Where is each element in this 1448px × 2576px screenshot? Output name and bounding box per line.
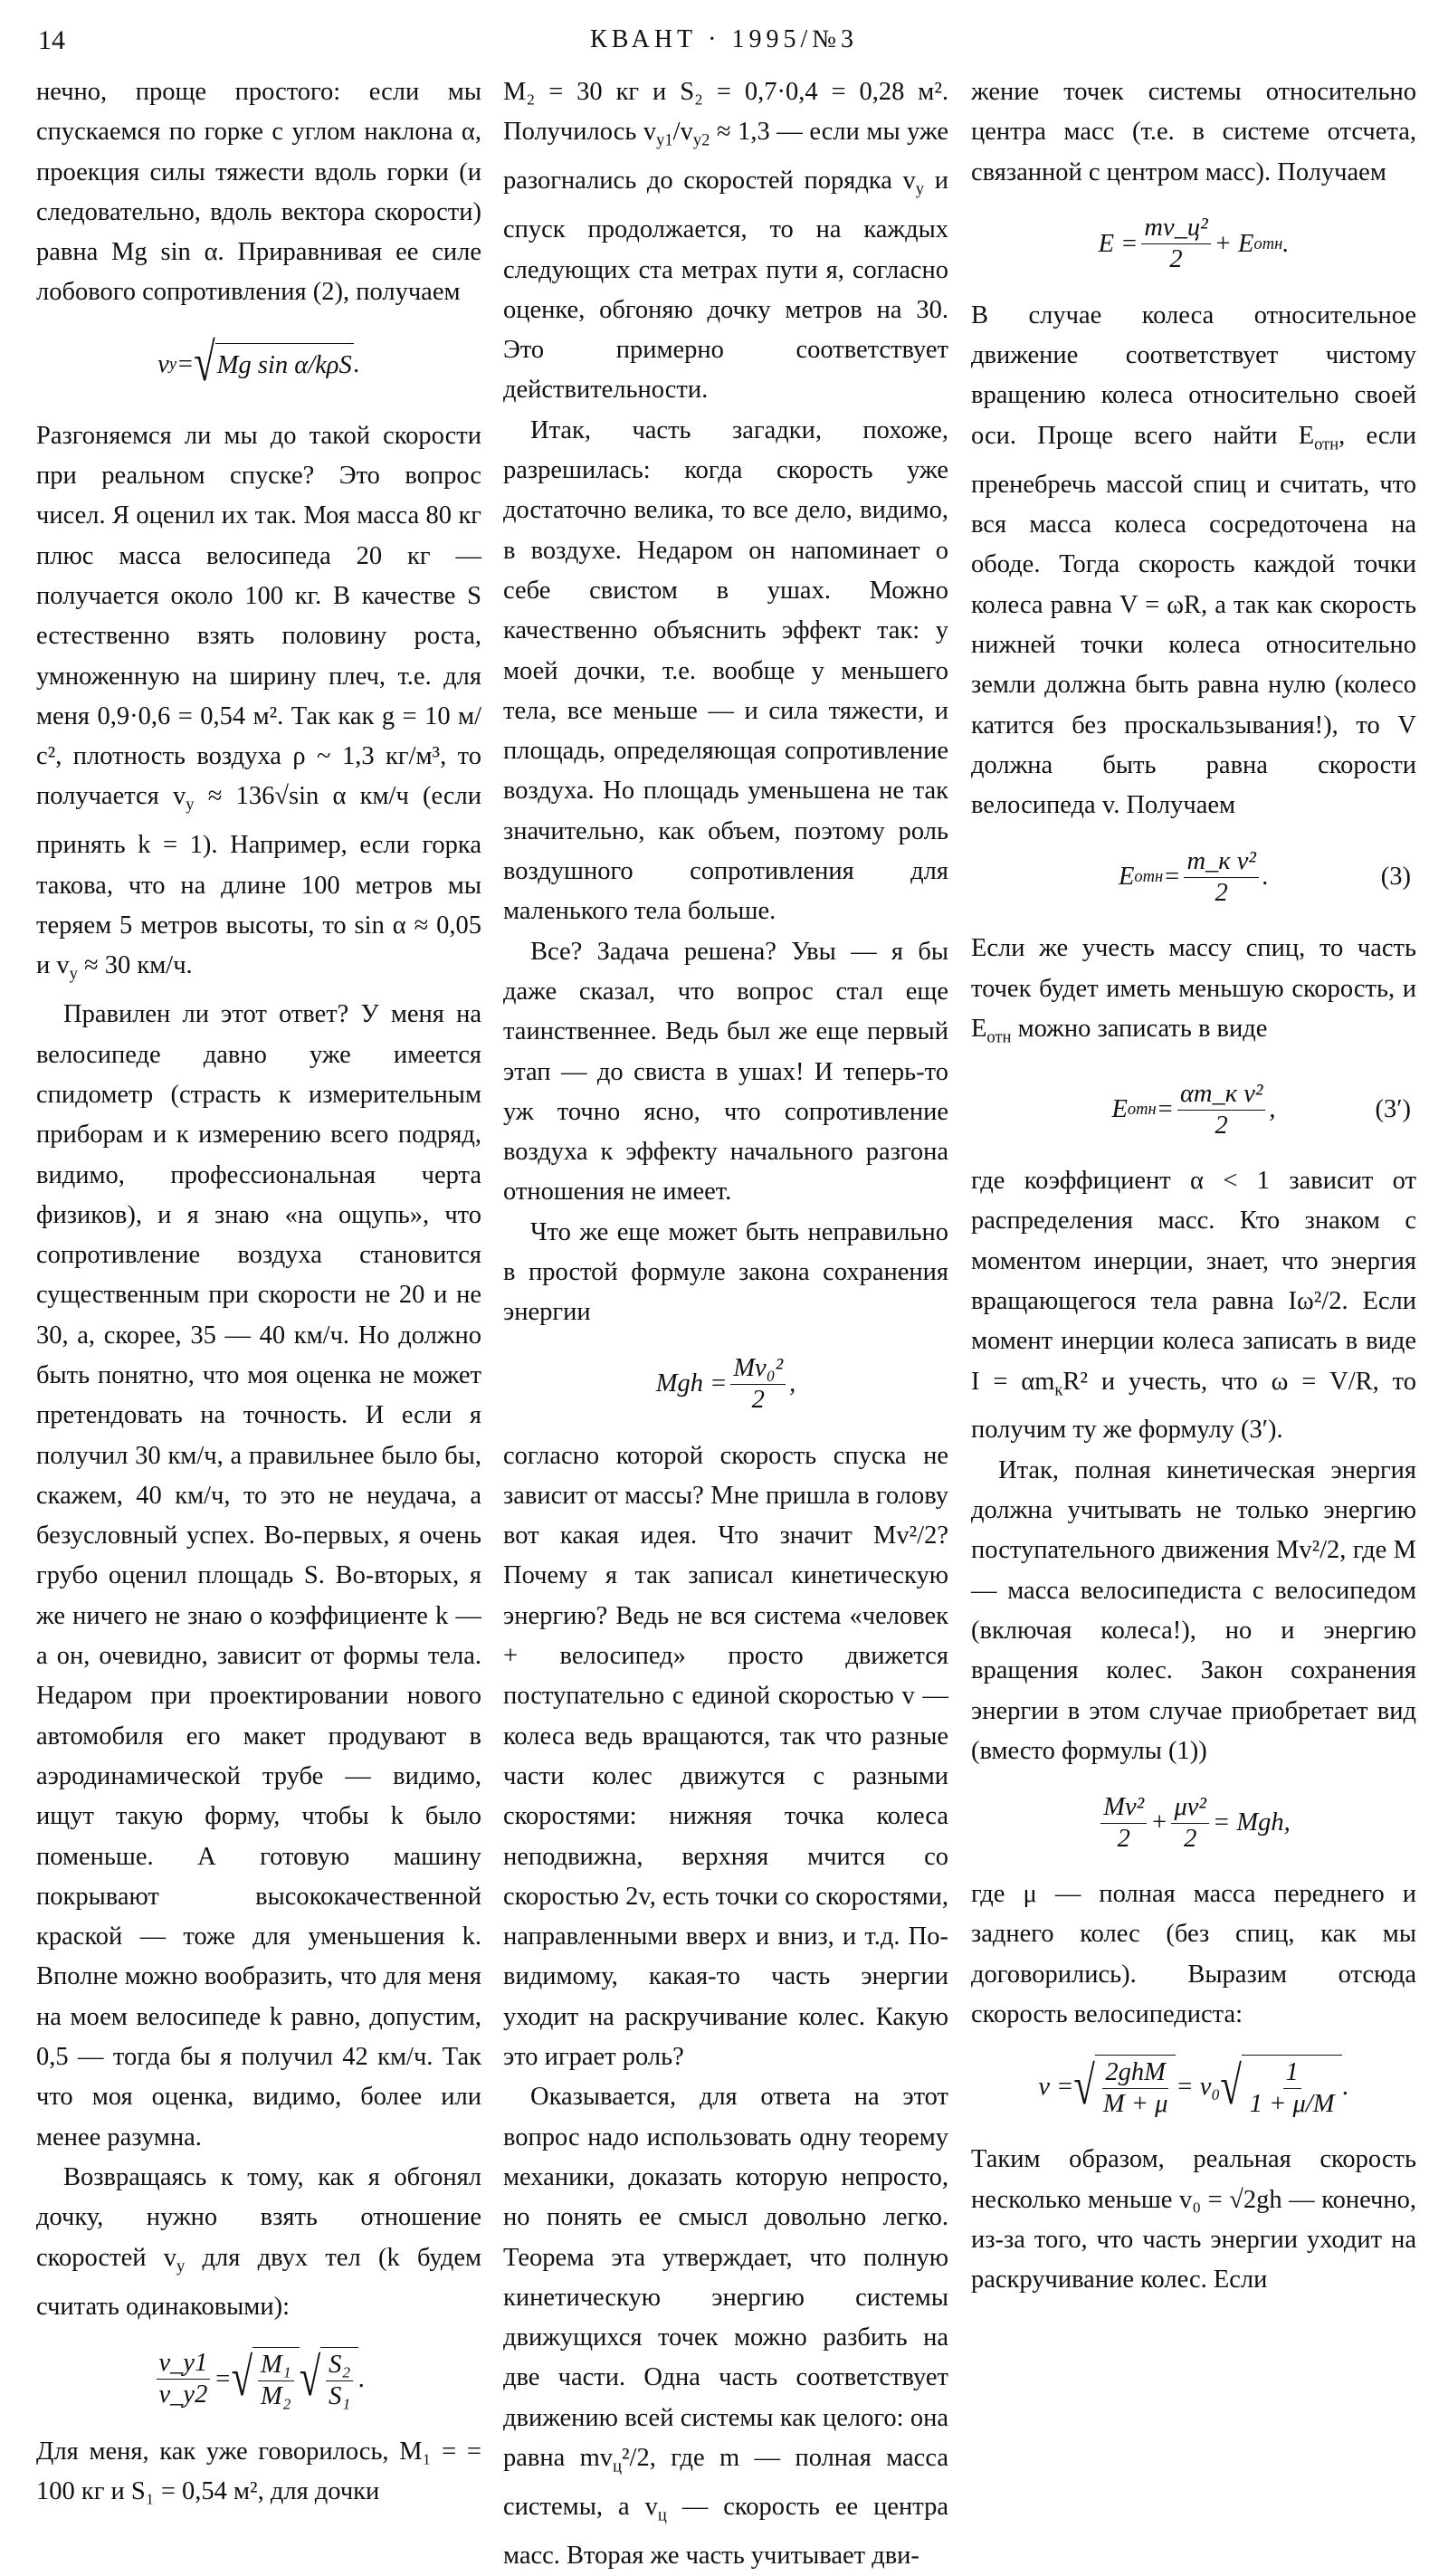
formula-text: . xyxy=(1342,2073,1349,2102)
formula xyxy=(36,333,481,396)
paragraph xyxy=(503,72,948,411)
text-column-2 xyxy=(503,72,948,2576)
subscript: ц xyxy=(613,2457,622,2476)
fraction-denominator: S₁ xyxy=(329,2381,351,2410)
formula-text: = Mgh, xyxy=(1212,1808,1291,1837)
subscript: y xyxy=(69,965,78,985)
paragraph xyxy=(36,72,481,313)
subscript: отн xyxy=(986,1027,1012,1047)
subscript: y2 xyxy=(692,130,710,150)
paragraph-text: ≈ 1,3 — если мы уже разогнались до скоростей порядка v xyxy=(503,118,948,196)
paragraph-text: Возвращаясь к тому, как я обгонял дочку, нужно взять отношение скоростей v xyxy=(36,2162,481,2272)
paragraph-text: Разгоняемся ли мы до такой скорости при реальном спуске? Это вопрос чисел. Я оценил их так. Моя масса 80 кг плюс масса велосипеда 20 кг — получается около 100 кг. В качестве S естественно взять половину роста, умноженную на ширину плеч, т.е. для меня 0,9·0,6 = 0,54 м². Так как g = 10 м/с², плотность воздуха ρ ~ 1,3 кг/м³, то получается v xyxy=(36,421,481,811)
paragraph xyxy=(971,1161,1416,1451)
paragraph xyxy=(36,416,481,996)
page-number: 14 xyxy=(38,25,65,55)
formula-text: = xyxy=(176,349,195,378)
paragraph xyxy=(971,72,1416,193)
paragraph-text: где μ — полная масса переднего и заднего колес (без спиц, как мы договорились). Выразим отсюда скорость велосипедиста: xyxy=(971,1880,1416,2029)
fraction xyxy=(1100,1792,1147,1855)
subscript: y1 xyxy=(656,130,673,150)
fraction-denominator: 1 + μ/M xyxy=(1249,2090,1335,2119)
formula-text: E xyxy=(1111,1094,1128,1123)
formula-text: . xyxy=(1262,863,1270,892)
square-root xyxy=(300,2347,359,2412)
paragraph-text: Все? Задача решена? Увы — я бы даже сказал, что вопрос стал еще таинственнее. Ведь был же еще первый этап — до свиста в ушах! И теперь-то уж точно ясно, что сопротивление воздуха к эффекту начального разгона отношения не имеет. xyxy=(503,937,948,1207)
paragraph-text: Таким образом, реальная скорость несколько меньше v₀ = √2gh — конечно, из-за того, что часть энергии уходит на раскручивание колес. Если xyxy=(971,2145,1416,2295)
paragraph xyxy=(503,932,948,1213)
paragraph-text: где коэффициент α < 1 зависит от распределения масс. Кто знаком с моментом инерции, знает, что энергия вращающегося тела равна Iω²/2. Если момент инерции колеса записать в виде I = αm xyxy=(971,1167,1416,1396)
paragraph xyxy=(503,1436,948,2078)
subscript: y xyxy=(186,796,195,816)
fraction-denominator: 2 xyxy=(1117,1824,1130,1853)
equation-number: (3′) xyxy=(1375,1094,1411,1123)
fraction-numerator: Mv² xyxy=(1100,1792,1147,1824)
paragraph-text: , если пренебречь массой спиц и считать, что вся масса колеса сосредоточена на ободе. Тогда скорость каждой точки колеса равна V = ωR, а так как скорость нижней точки колеса относительно земли должна быть равна нулю (колесо катится без проскальзывания!), то V должна быть равна скорости велосипеда v. Получаем xyxy=(971,421,1417,820)
formula xyxy=(971,1078,1416,1141)
radicand xyxy=(320,2347,358,2412)
formula-text: E xyxy=(1118,863,1135,892)
formula-text: , xyxy=(789,1369,796,1398)
fraction xyxy=(258,2350,294,2412)
radical-sign-icon: √ xyxy=(1073,2056,1095,2117)
formula-text: = xyxy=(214,2364,232,2393)
fraction-numerator: S₂ xyxy=(326,2350,353,2381)
running-header: КВАНТ · 1995/№3 xyxy=(590,25,858,53)
paragraph-text: M₂ = 30 кг и S₂ = 0,7·0,4 = 0,28 м². Получилось v xyxy=(503,78,948,147)
paragraph-text: можно записать в виде xyxy=(1011,1015,1268,1044)
formula-text: v = xyxy=(1038,2073,1074,2102)
paragraph-text: Оказывается, для ответа на этот вопрос надо использовать одну теорему механики, доказать которую непросто, но понять ее смысл довольно легко. Теорема эта утверждает, что полную кинетическую энергию системы движущихся точек можно разбить на две части. Одна часть соответствует движению всей системы как целого: она равна mv xyxy=(503,2083,948,2472)
fraction xyxy=(157,2348,211,2410)
formula-text: E = xyxy=(1098,229,1138,258)
square-root xyxy=(1220,2055,1342,2120)
formula-subscript: отн xyxy=(1134,867,1164,887)
fraction-denominator: v_y2 xyxy=(158,2380,208,2409)
paragraph xyxy=(971,1451,1416,1771)
fraction-denominator: M + μ xyxy=(1102,2090,1168,2119)
formula-text: . xyxy=(358,2364,366,2393)
paragraph-text: согласно которой скорость спуска не зависит от массы? Мне пришла в голову вот какая идея. Что значит Mv²/2? Почему я так записал кинетическую энергию? Ведь не вся система «человек + велосипед» просто движется поступательно с единой скоростью v — колеса ведь вращаются, так что разные части колес движутся с разными скоростями: нижняя точка колеса неподвижна, верхняя мчится со скоростью 2v, есть точки со скоростями, направленными вверх и вниз, и т.д. По-видимому, какая-то часть энергии уходит на раскручивание колес. Какую это играет роль? xyxy=(503,1441,948,2072)
fraction-denominator: 2 xyxy=(1215,878,1228,907)
fraction-numerator: v_y1 xyxy=(157,2348,211,2380)
paragraph xyxy=(971,929,1416,1058)
paragraph-text: Для меня, как уже говорилось, M₁ = = 100 кг и S₁ = 0,54 м², для дочки xyxy=(36,2437,481,2506)
fraction xyxy=(1141,213,1210,275)
paragraph-text: жение точек системы относительно центра масс (т.е. в системе отсчета, связанной с центром масс). Получаем xyxy=(971,78,1416,186)
fraction-numerator: M₁ xyxy=(258,2350,294,2381)
formula xyxy=(36,2347,481,2412)
fraction xyxy=(730,1353,786,1416)
paragraph-text: и спуск продолжается, то на каждых следующих ста метрах пути я, согласно оценке, обгоняю дочку метров на 30. Это примерно соответствует действительности. xyxy=(503,167,948,405)
fraction-numerator: αm_к v² xyxy=(1177,1079,1265,1111)
fraction-numerator: μv² xyxy=(1171,1792,1209,1824)
formula-subscript: y xyxy=(168,354,177,374)
formula xyxy=(971,213,1416,276)
radicand xyxy=(1095,2055,1176,2120)
paragraph xyxy=(36,2158,481,2327)
formula-text: , xyxy=(1269,1094,1276,1123)
paragraph-text: для двух тел (k будем считать одинаковыми): xyxy=(36,2243,482,2321)
fraction xyxy=(1184,846,1258,909)
paragraph-text: В случае колеса относительное движение соответствует чистому вращению колеса относительно своей оси. Проще всего найти E xyxy=(971,301,1416,450)
paragraph-text: R² и учесть, что ω = V/R, то получим ту же формулу (3′). xyxy=(971,1367,1416,1445)
fraction xyxy=(1100,2057,1171,2120)
paragraph xyxy=(503,1213,948,1333)
formula-text: Mg sin α/kρS xyxy=(216,351,352,380)
formula-text: Mgh = xyxy=(655,1369,728,1398)
fraction-denominator: 2 xyxy=(1184,1824,1197,1853)
paragraph-text: — скорость ее центра масс. Вторая же часть учитывает дви- xyxy=(503,2492,948,2570)
equation-number: (3) xyxy=(1380,863,1411,892)
paragraph xyxy=(36,995,481,2158)
formula-text: + xyxy=(1150,1808,1168,1837)
paragraph-text: ≈ 30 км/ч. xyxy=(77,951,193,980)
text-column-1 xyxy=(36,72,481,2512)
paragraph-text: нечно, проще простого: если мы спускаемся по горке с углом наклона α, проекция силы тяжести вдоль горки (и следовательно, вдоль вектора скорости) равна Mg sin α. Приравнивая ее силе лобового сопротивления (2), получаем xyxy=(36,78,481,307)
paragraph-text: Итак, полная кинетическая энергия должна учитывать не только энергию поступательного движения Mv²/2, где M — масса велосипедиста с велосипедом (включая колеса!), но и энергию вращения колес. Закон сохранения энергии в этом случае приобретает вид (вместо формулы (1)) xyxy=(971,1455,1416,1765)
paragraph xyxy=(503,411,948,932)
fraction xyxy=(326,2350,353,2412)
formula xyxy=(971,1791,1416,1855)
subscript: отн xyxy=(1314,434,1339,454)
radical-sign-icon: √ xyxy=(1220,2056,1242,2117)
radical-sign-icon: √ xyxy=(299,2348,321,2409)
radicand xyxy=(1242,2055,1343,2120)
paragraph xyxy=(971,1875,1416,2035)
formula-text: = xyxy=(1163,863,1181,892)
fraction-denominator: 2 xyxy=(751,1386,765,1415)
square-root xyxy=(232,2347,300,2412)
paragraph xyxy=(971,296,1416,826)
paragraph-text: Что же еще может быть неправильно в простой формуле закона сохранения энергии xyxy=(503,1217,948,1327)
formula-subscript: отн xyxy=(1253,234,1283,253)
subscript: к xyxy=(1054,1380,1063,1400)
fraction-numerator: 1 xyxy=(1283,2057,1301,2089)
fraction-numerator: mv_ц² xyxy=(1141,213,1210,244)
formula-subscript: отн xyxy=(1127,1099,1157,1119)
subscript: y xyxy=(176,2256,186,2276)
subscript: ц xyxy=(657,2505,667,2525)
fraction-numerator: m_к v² xyxy=(1184,846,1258,878)
radicand xyxy=(252,2347,300,2412)
paragraph-text: Если же учесть массу спиц, то часть точек будет иметь меньшую скорость, и E xyxy=(971,934,1416,1044)
formula-text: = xyxy=(1156,1094,1174,1123)
paragraph xyxy=(36,2432,481,2513)
formula-text: v xyxy=(157,349,169,378)
fraction xyxy=(1247,2057,1338,2120)
fraction-numerator: 2ghM xyxy=(1102,2057,1168,2089)
paragraph xyxy=(503,2077,948,2576)
paragraph-text: Итак, часть загадки, похоже, разрешилась: когда скорость уже достаточно велика, то все дело, видимо, в воздухе. Недаром он напоминает о себе свистом в ушах. Можно качественно объяснить эффект так: у моей дочки, т.е. вообще у меньшего тела, все меньше — и сила тяжести, и площадь, определяющая сопротивление воздуха. Но площадь уменьшена не так значительно, как объем, поэтому роль воздушного сопротивления для маленького тела больше. xyxy=(503,415,948,926)
formula xyxy=(503,1353,948,1417)
formula-text: . xyxy=(353,349,360,378)
radical-sign-icon: √ xyxy=(194,333,215,394)
paragraph-text: ≈ 136√sin α км/ч (если принять k = 1). Например, если горка такова, что на длине 100 метров мы теряем 5 метров высоты, то sin α ≈ 0,05 и v xyxy=(36,782,481,980)
paragraph xyxy=(971,2140,1416,2300)
formula xyxy=(971,2055,1416,2120)
fraction-denominator: 2 xyxy=(1215,1111,1228,1140)
radical-sign-icon: √ xyxy=(231,2348,253,2409)
fraction-denominator: 2 xyxy=(1169,245,1183,274)
formula xyxy=(971,845,1416,909)
formula-text: + E xyxy=(1214,229,1254,258)
paragraph-text: Правилен ли этот ответ? У меня на велосипеде давно уже имеется спидометр (страсть к измерительным приборам и к измерению всего подряд, видимо, профессиональная черта физиков), и я знаю «на ощупь», что сопротивление воздуха становится существенным при скорости не 20 и не 30, а, скорее, 35 — 40 км/ч. Но должно быть понятно, что моя оценка не может претендовать на точность. И если я получил 30 км/ч, а правильнее было бы, скажем, 40 км/ч, то это не неудача, а безусловный успех. Во-первых, я очень грубо оценил площадь S. Во-вторых, я же ничего не знаю о коэффициенте k — а он, очевидно, зависит от формы тела. Недаром при проектировании нового автомобиля его макет продувают в аэродинамической трубе — видимо, ищут такую форму, чтобы k было поменьше. А готовую машину покрывают высококачественной краской — тоже для уменьшения k. Вполне можно вообразить, что для меня на моем велосипеде k равно, допустим, 0,5 — тогда бы я получил 42 км/ч. Так что моя оценка, видимо, более или менее разумна. xyxy=(36,1000,481,2151)
fraction-numerator: Mv₀² xyxy=(730,1353,786,1385)
paragraph-text: /v xyxy=(672,118,693,147)
subscript: y xyxy=(915,179,925,199)
fraction-denominator: M₂ xyxy=(261,2381,291,2410)
radicand xyxy=(215,343,354,386)
fraction xyxy=(1177,1079,1265,1141)
square-root xyxy=(194,333,353,394)
formula-text: = v₀ xyxy=(1176,2073,1221,2102)
square-root xyxy=(1073,2055,1176,2120)
formula-text: . xyxy=(1282,229,1290,258)
paragraph-text: ²/2, где m — полная масса системы, а v xyxy=(503,2444,948,2521)
fraction xyxy=(1171,1792,1209,1855)
text-column-3 xyxy=(971,72,1416,2301)
